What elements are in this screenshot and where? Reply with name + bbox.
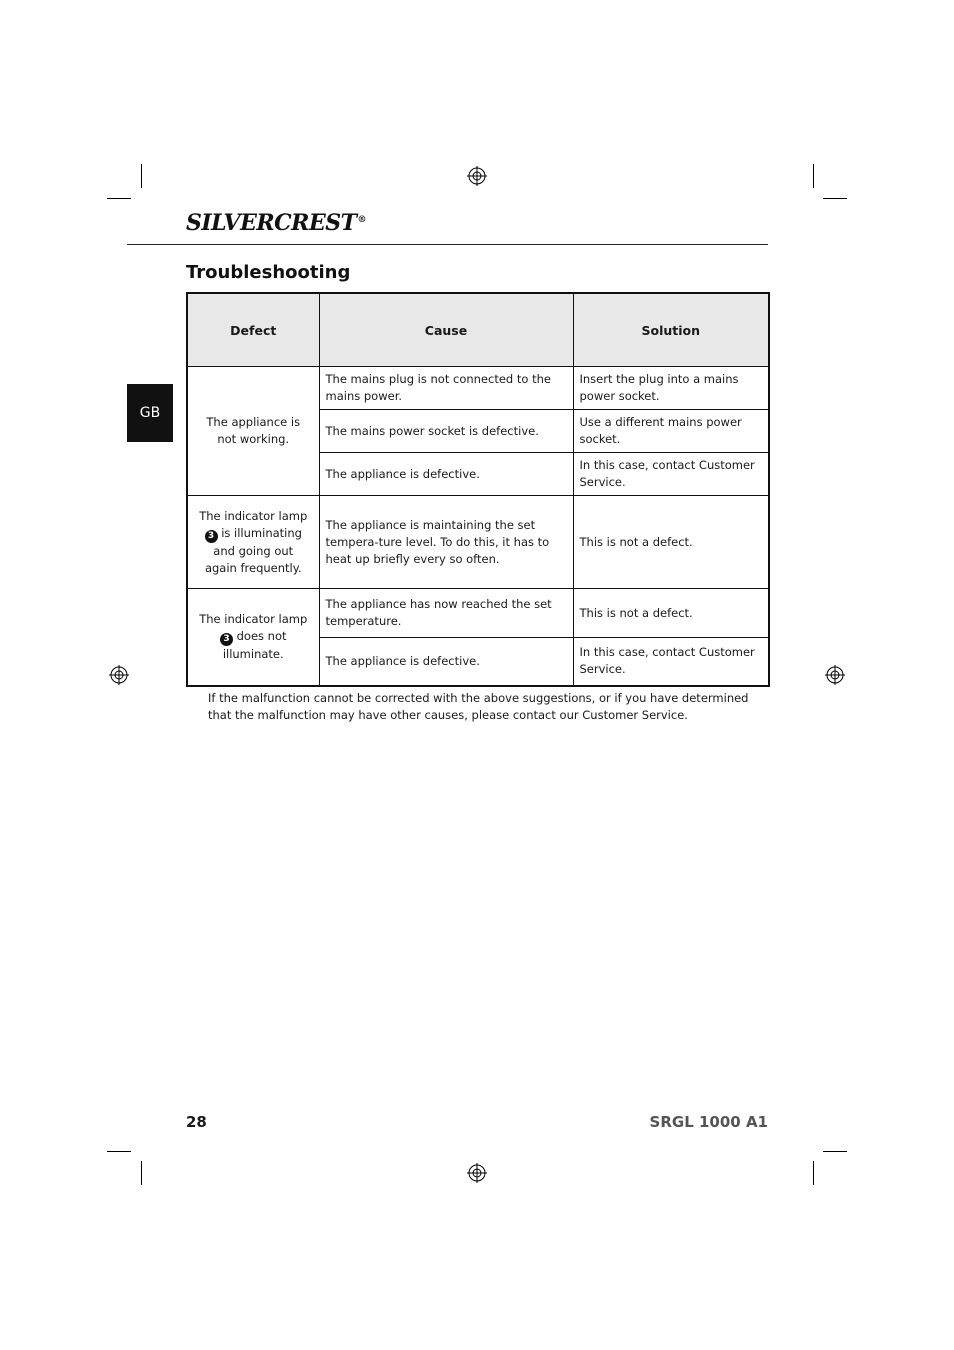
table-row	[187, 589, 769, 638]
cause-cell: The appliance is defective.	[319, 453, 573, 496]
crop-mark	[823, 198, 847, 199]
cause-cell: The appliance is maintaining the set tempera-ture level. To do this, it has to heat up briefly every so often.	[319, 496, 573, 589]
language-tab: GB	[127, 384, 173, 442]
crop-mark	[141, 1161, 142, 1185]
registration-mark-icon	[467, 1163, 487, 1183]
crop-mark	[141, 164, 142, 188]
solution-cell: In this case, contact Customer Service.	[573, 638, 769, 686]
defect-cell	[187, 589, 319, 686]
footnote: If the malfunction cannot be corrected with the above suggestions, or if you have determined that the malfunction may have other causes, please contact our Customer Service.	[208, 691, 749, 722]
model-number: SRGL 1000 A1	[649, 1113, 768, 1131]
defect-cell: The appliance is not working.	[187, 367, 319, 496]
cause-cell: The mains power socket is defective.	[319, 410, 573, 453]
page-number: 28	[186, 1113, 207, 1131]
defect-text: is illuminating and going out again frequently.	[204, 525, 302, 575]
indicator-lamp-reference-icon: 3	[205, 530, 218, 543]
registration-mark-icon	[109, 665, 129, 685]
table-header-row	[187, 293, 769, 367]
cause-cell: The appliance has now reached the set temperature.	[319, 589, 573, 638]
header-divider	[127, 244, 768, 245]
brand-logo	[186, 210, 366, 236]
defect-cell	[187, 496, 319, 589]
registered-trademark: ®	[357, 214, 366, 225]
cause-cell: The appliance is defective.	[319, 638, 573, 686]
section-title: Troubleshooting	[186, 262, 351, 283]
registration-mark-icon	[825, 665, 845, 685]
table-row	[187, 367, 769, 410]
solution-cell: Insert the plug into a mains power socket.	[573, 367, 769, 410]
solution-cell: In this case, contact Customer Service.	[573, 453, 769, 496]
troubleshooting-table	[186, 292, 770, 687]
registration-mark-icon	[467, 166, 487, 186]
crop-mark	[823, 1151, 847, 1152]
solution-cell: This is not a defect.	[573, 589, 769, 638]
crop-mark	[813, 164, 814, 188]
crop-mark	[107, 1151, 131, 1152]
solution-cell: Use a different mains power socket.	[573, 410, 769, 453]
cause-cell: The mains plug is not connected to the mains power.	[319, 367, 573, 410]
crop-mark	[813, 1161, 814, 1185]
defect-text: The indicator lamp	[199, 611, 308, 626]
crop-mark	[107, 198, 131, 199]
table-row	[187, 496, 769, 589]
brand-name: SILVERCREST	[186, 210, 357, 236]
column-header-solution: Solution	[573, 293, 769, 367]
column-header-cause: Cause	[319, 293, 573, 367]
defect-text: The indicator lamp	[199, 508, 308, 523]
defect-text: does not illuminate.	[222, 628, 287, 661]
indicator-lamp-reference-icon: 3	[220, 633, 233, 646]
column-header-defect: Defect	[187, 293, 319, 367]
solution-cell: This is not a defect.	[573, 496, 769, 589]
